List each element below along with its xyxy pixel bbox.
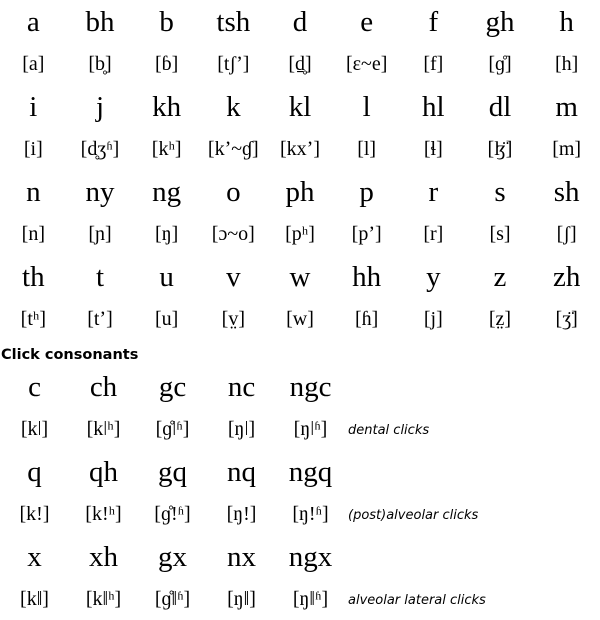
letter-ipa: [a] [22,53,45,75]
letter-cell [333,255,400,340]
letter: xh [89,541,118,573]
letter-cell [267,255,334,340]
letter: tsh [216,6,251,38]
letter-ipa: [ŋǁ] [227,588,256,610]
letter: q [27,456,42,488]
letter-ipa: [v̤] [221,308,245,330]
letter-ipa: [kǀ] [20,418,49,440]
letter-ipa: [ḏ̥] [288,53,312,75]
letter-cell [69,450,138,535]
letter: zh [552,261,581,293]
letter: s [494,176,506,208]
click-letter-grid [0,450,345,535]
letter: o [226,176,241,208]
letter-cell [133,85,200,170]
letter-ipa: [j] [423,308,443,330]
letter-ipa: [kǁʰ] [85,588,122,610]
letter: p [359,176,374,208]
letter: e [360,6,374,38]
letter: gq [158,456,187,488]
letter: th [22,261,45,293]
letter: n [26,176,41,208]
letter: bh [85,6,115,38]
letter: gx [158,541,187,573]
letter-cell [333,85,400,170]
letter: kl [288,91,312,123]
letter-cell [533,170,600,255]
letter-cell [0,0,67,85]
letter-ipa: [ɡ̊ǁʱ] [154,588,191,610]
letter-cell [467,0,534,85]
letter-cell [0,535,69,620]
lateral-clicks-row [0,535,600,620]
letter-cell [276,365,345,450]
letter-ipa: [ʃ] [556,223,577,245]
letter-ipa: [d̥ʒʱ] [80,138,120,160]
letter-ipa: [m] [552,138,582,160]
letter-cell [207,535,276,620]
letter-ipa: [ŋ] [155,223,179,245]
letter-cell [333,0,400,85]
letter-ipa: [pʼ] [351,223,382,245]
letter-ipa: [ɛ~e] [345,53,388,75]
letter-cell [207,450,276,535]
letter-ipa: [ɮ̈] [487,138,513,160]
letter-cell [400,170,467,255]
letter-cell [67,85,134,170]
letter: i [29,91,38,123]
letter-ipa: [ŋǁʱ] [292,588,329,610]
letter-cell [0,170,67,255]
letter: f [428,6,439,38]
letter-cell [467,85,534,170]
letter-cell [69,535,138,620]
letter-ipa: [kʰ] [151,138,182,160]
letter-ipa: [ɔ~o] [211,223,255,245]
letter-ipa: [ŋǀʱ] [293,418,328,440]
letter-ipa: [kǃʰ] [85,503,122,525]
letter: ch [89,371,118,403]
alphabet-row-3 [0,170,600,255]
letter-cell [333,170,400,255]
letter-ipa: [ŋǃʱ] [292,503,329,525]
letter-ipa: [tʼ] [87,308,113,330]
letter-cell [138,535,207,620]
letter: k [226,91,241,123]
dental-clicks-row [0,365,600,450]
letter-ipa: [ɲ] [88,223,112,245]
letter-cell [400,0,467,85]
letter: t [95,261,105,293]
letter-ipa: [ʒ̈] [555,308,578,330]
letter: ph [285,176,315,208]
letter-cell [276,535,345,620]
click-type-note: (post)alveolar clicks [348,508,479,523]
letter-cell [0,85,67,170]
letter-cell [133,0,200,85]
alphabet-row-4 [0,255,600,340]
letter: kh [152,91,182,123]
letter-ipa: [l] [357,138,377,160]
letter-cell [400,255,467,340]
letter: d [292,6,308,38]
letter-ipa: [kǃ] [19,503,50,525]
letter: nx [227,541,256,573]
letter-ipa: [f] [423,53,444,75]
letter-cell [276,450,345,535]
letter-ipa: [ŋǃ] [226,503,257,525]
letter-ipa: [ɡ̊ǃʱ] [154,503,191,525]
letter-cell [0,450,69,535]
letter: nq [227,456,256,488]
letter-ipa: [z̤] [488,308,512,330]
letter: x [27,541,42,573]
letter-ipa: [kʼ~ɠ] [207,138,259,160]
letter: gh [485,6,515,38]
letter-cell [200,0,267,85]
letter-ipa: [pʰ] [285,223,315,245]
letter-cell [533,0,600,85]
letter: dl [488,91,512,123]
alphabet-row-1 [0,0,600,85]
letter-cell [267,0,334,85]
letter-cell [69,365,138,450]
letter-cell [400,85,467,170]
letter-ipa: [ɬ] [423,138,443,160]
letter: v [226,261,241,293]
letter: hl [422,91,445,123]
letter-cell [133,170,200,255]
letter-cell [467,255,534,340]
letter-ipa: [tʰ] [20,308,46,330]
letter: nc [227,371,256,403]
letter-cell [133,255,200,340]
letter-ipa: [b̥] [88,53,112,75]
letter-cell [0,365,69,450]
letter-ipa: [ɡ̊] [488,53,512,75]
letter-cell [267,85,334,170]
letter-ipa: [w] [286,308,314,330]
letter: w [289,261,311,293]
letter: z [493,261,507,293]
letter-ipa: [kxʼ] [280,138,320,160]
letter-ipa: [ɓ] [154,53,179,75]
letter-cell [67,255,134,340]
letter: gc [158,371,187,403]
letter: u [159,261,174,293]
letter-ipa: [u] [154,308,179,330]
letter-ipa: [kǁ] [20,588,49,610]
letter-ipa: [tʃʼ] [217,53,250,75]
click-consonants-heading: Click consonants [1,347,139,363]
letter: j [95,91,105,123]
letter-cell [533,85,600,170]
letter: y [426,261,441,293]
letter-cell [207,365,276,450]
letter-cell [533,255,600,340]
letter-cell [200,85,267,170]
letter-ipa: [ɡ̊ǀʱ] [155,418,190,440]
letter: h [559,6,574,38]
letter-ipa: [r] [423,223,444,245]
click-type-note: alveolar lateral clicks [348,593,486,608]
letter-ipa: [n] [21,223,45,245]
letter-cell [200,170,267,255]
letter: m [555,91,578,123]
letter: b [159,6,174,38]
letter-cell [67,170,134,255]
letter-cell [138,365,207,450]
letter-cell [267,170,334,255]
click-letter-grid [0,535,345,620]
letter: ng [152,176,182,208]
letter: sh [553,176,580,208]
letter: ny [85,176,115,208]
letter: c [28,371,41,403]
letter-ipa: [i] [23,138,43,160]
letter: ngx [288,541,333,573]
letter: ngq [288,456,333,488]
letter: ngc [289,371,332,403]
letter-ipa: [s] [489,223,511,245]
postalveolar-clicks-row [0,450,600,535]
letter-ipa: [ŋǀ] [227,418,256,440]
letter-ipa: [h] [554,53,579,75]
letter-cell [467,170,534,255]
letter: hh [352,261,382,293]
letter: l [362,91,371,123]
click-type-note: dental clicks [348,423,430,438]
letter: r [428,176,439,208]
letter-cell [67,0,134,85]
letter-cell [200,255,267,340]
letter-ipa: [ɦ] [354,308,379,330]
letter-cell [0,255,67,340]
letter: a [26,6,40,38]
alphabet-row-2 [0,85,600,170]
letter-ipa: [kǀʰ] [86,418,121,440]
letter-cell [138,450,207,535]
letter: qh [89,456,118,488]
click-letter-grid [0,365,345,450]
